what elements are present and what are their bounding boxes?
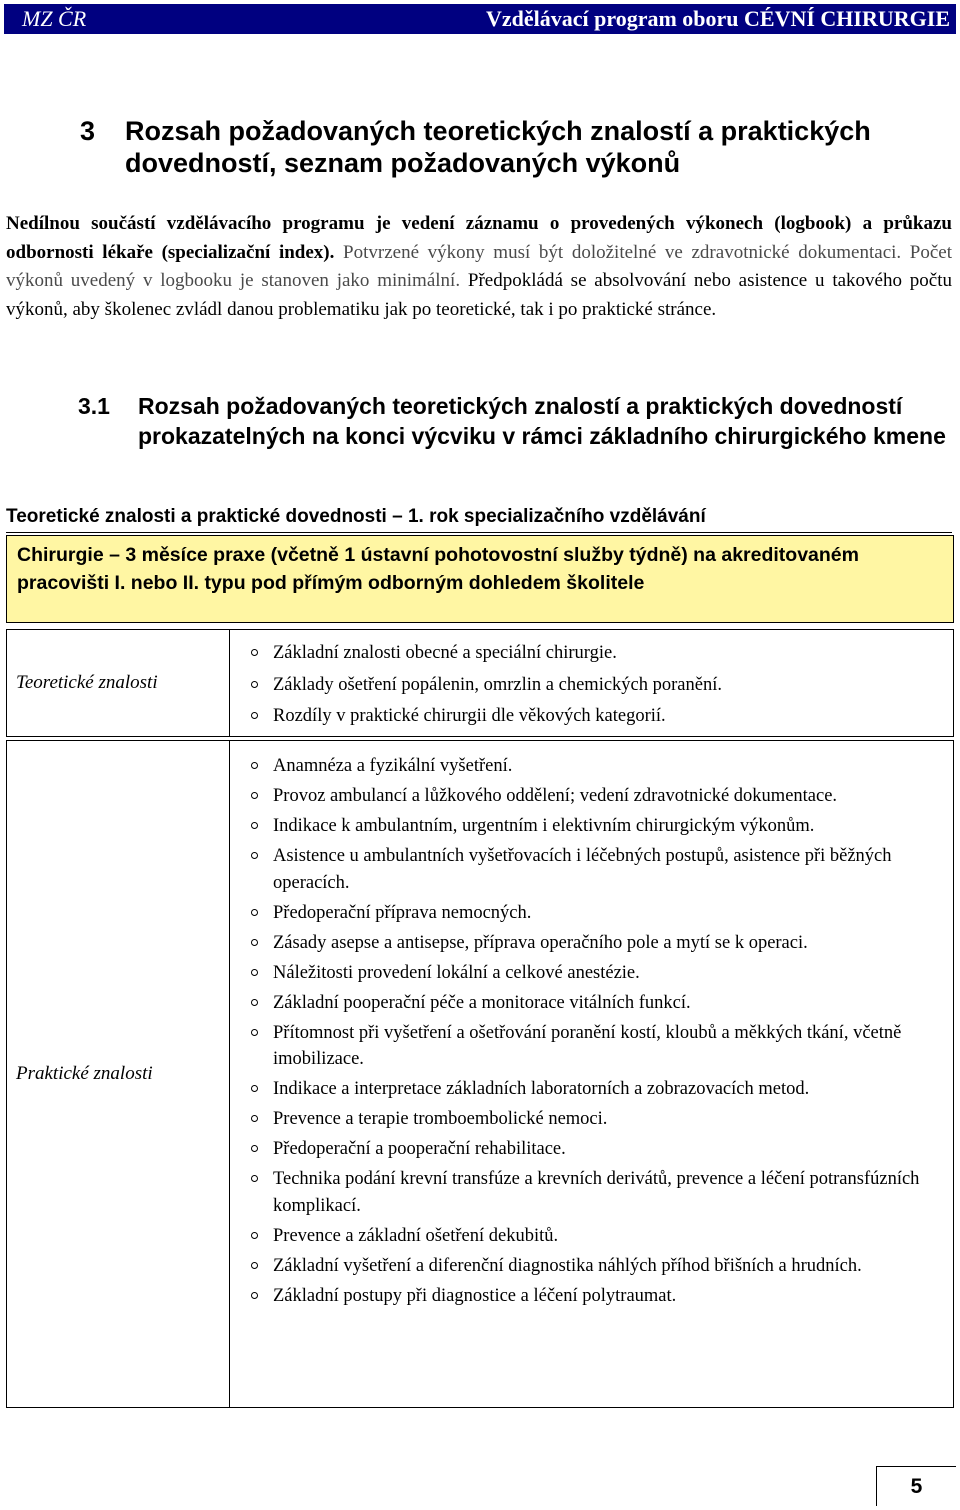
theory-row [6, 629, 954, 737]
list-item-text: Základní pooperační péče a monitorace vitálních funkcí. [273, 992, 691, 1013]
list-item-text: Prevence a terapie tromboembolické nemoci. [273, 1109, 608, 1129]
page-number: 5 [876, 1466, 956, 1506]
list-item-text: Základní postupy při diagnostice a léčení polytraumat. [273, 1285, 677, 1306]
list-item [230, 1136, 953, 1163]
header-program-title: Vzdělávací program oboru CÉVNÍ CHIRURGIE [485, 6, 950, 31]
bullet-icon [251, 1115, 258, 1122]
practice-list [230, 741, 953, 1407]
list-item [230, 1253, 953, 1280]
theory-label: Teoretické znalosti [7, 630, 230, 736]
section-3-heading [80, 115, 940, 179]
practice-label: Praktické znalosti [7, 741, 230, 1407]
list-item-text: Anamnéza a fyzikální vyšetření. [273, 756, 513, 776]
list-item-text: Asistence u ambulantních vyšetřovacích i léčebných postupů, asistence při běžných operacích. [273, 846, 892, 893]
list-item-text: Základní znalosti obecné a speciální chirurgie. [273, 643, 617, 663]
theory-list [230, 630, 730, 736]
bullet-icon [251, 1292, 258, 1299]
bullet-icon [251, 969, 258, 976]
bullet-icon [251, 1085, 258, 1092]
list-item-text: Předoperační a pooperační rehabilitace. [273, 1139, 566, 1159]
bullet-icon [251, 762, 258, 769]
bullet-icon [251, 822, 258, 829]
bullet-icon [251, 1029, 258, 1036]
intro-grey-text: Potvrzené výkony musí být doložitelné ve zdravotnické dokumentaci. Počet výkonů uvedený v logbooku je stanoven jako minimální. [6, 241, 953, 291]
header-ministry: MZ ČR [22, 6, 87, 31]
practice-row [6, 740, 954, 1408]
bullet-icon [251, 1262, 258, 1269]
bullet-icon [251, 939, 258, 946]
list-item [230, 1283, 953, 1310]
list-item [230, 1106, 953, 1133]
list-item [230, 990, 953, 1017]
section-3-title: Rozsah požadovaných teoretických znalostí a praktických dovedností, seznam požadovaných výkonů [125, 116, 871, 178]
list-item-text: Provoz ambulancí a lůžkového oddělení; vedení zdravotnické dokumentace. [273, 786, 838, 806]
year-subheading: Teoretické znalosti a praktické dovednosti – 1. rok specializačního vzdělávání [6, 505, 952, 533]
list-item [230, 672, 730, 699]
page-header [4, 4, 956, 34]
list-item-text: Rozdíly v praktické chirurgii dle věkových kategorií. [273, 706, 666, 726]
list-item [230, 843, 953, 896]
list-item [230, 1076, 953, 1103]
intro-bold-text: Nedílnou součástí vzdělávacího programu je vedení záznamu o provedených výkonech (logbook) a průkazu odbornosti lékaře (specializační index). [6, 213, 952, 263]
bullet-icon [251, 1145, 258, 1152]
bullet-icon [251, 712, 258, 719]
list-item [230, 783, 953, 810]
list-item [230, 753, 953, 780]
list-item-text: Zásady asepse a antisepse, příprava operačního pole a mytí se k operaci. [273, 932, 808, 953]
list-item-text: Základní vyšetření a diferenční diagnostika náhlých příhod břišních a hrudních. [273, 1255, 862, 1276]
list-item [230, 930, 953, 957]
list-item-text: Indikace k ambulantním, urgentním i elektivním chirurgickým výkonům. [273, 816, 815, 836]
list-item-text: Základy ošetření popálenin, omrzlin a chemických poranění. [273, 674, 722, 695]
bullet-icon [251, 852, 258, 859]
list-item-text: Náležitosti provedení lokální a celkové anestézie. [273, 962, 640, 983]
list-item [230, 703, 730, 730]
list-item [230, 900, 953, 927]
list-item-text: Indikace a interpretace základních laboratorních a zobrazovacích metod. [273, 1079, 810, 1099]
list-item [230, 813, 953, 840]
list-item-text: Předoperační příprava nemocných. [273, 902, 532, 923]
section-3-1-number: 3.1 [78, 393, 110, 419]
bullet-icon [251, 909, 258, 916]
bullet-icon [251, 1232, 258, 1239]
list-item-text: Prevence a základní ošetření dekubitů. [273, 1225, 559, 1246]
bullet-icon [251, 681, 258, 688]
list-item [230, 1166, 953, 1219]
bullet-icon [251, 1175, 258, 1182]
list-item [230, 960, 953, 987]
list-item [230, 640, 730, 667]
intro-paragraph [6, 210, 952, 324]
section-3-1-title: Rozsah požadovaných teoretických znalostí a praktických dovedností prokazatelných na konci výcviku v rámci základního chirurgického kmene [138, 393, 946, 449]
bullet-icon [251, 649, 258, 656]
list-item [230, 1223, 953, 1250]
list-item [230, 1020, 953, 1073]
list-item-text: Technika podání krevní transfúze a krevních derivátů, prevence a léčení potransfúzních komplikací. [273, 1169, 920, 1216]
intro-normal-text: Předpokládá se absolvování nebo asistence u takového počtu výkonů, aby školenec zvládl danou problematiku jak po teoretické, tak i po praktické stránce. [6, 270, 953, 320]
list-item-text: Přítomnost při vyšetření a ošetřování poranění kostí, kloubů a měkkých tkání, včetně imobilizace. [273, 1022, 902, 1069]
section-3-1-heading [78, 392, 948, 451]
section-3-number: 3 [80, 116, 96, 146]
practice-requirement-box: Chirurgie – 3 měsíce praxe (včetně 1 ústavní pohotovostní služby týdně) na akreditovaném pracovišti I. nebo II. typu pod přímým odborným dohledem školitele [6, 535, 954, 623]
bullet-icon [251, 792, 258, 799]
bullet-icon [251, 999, 258, 1006]
